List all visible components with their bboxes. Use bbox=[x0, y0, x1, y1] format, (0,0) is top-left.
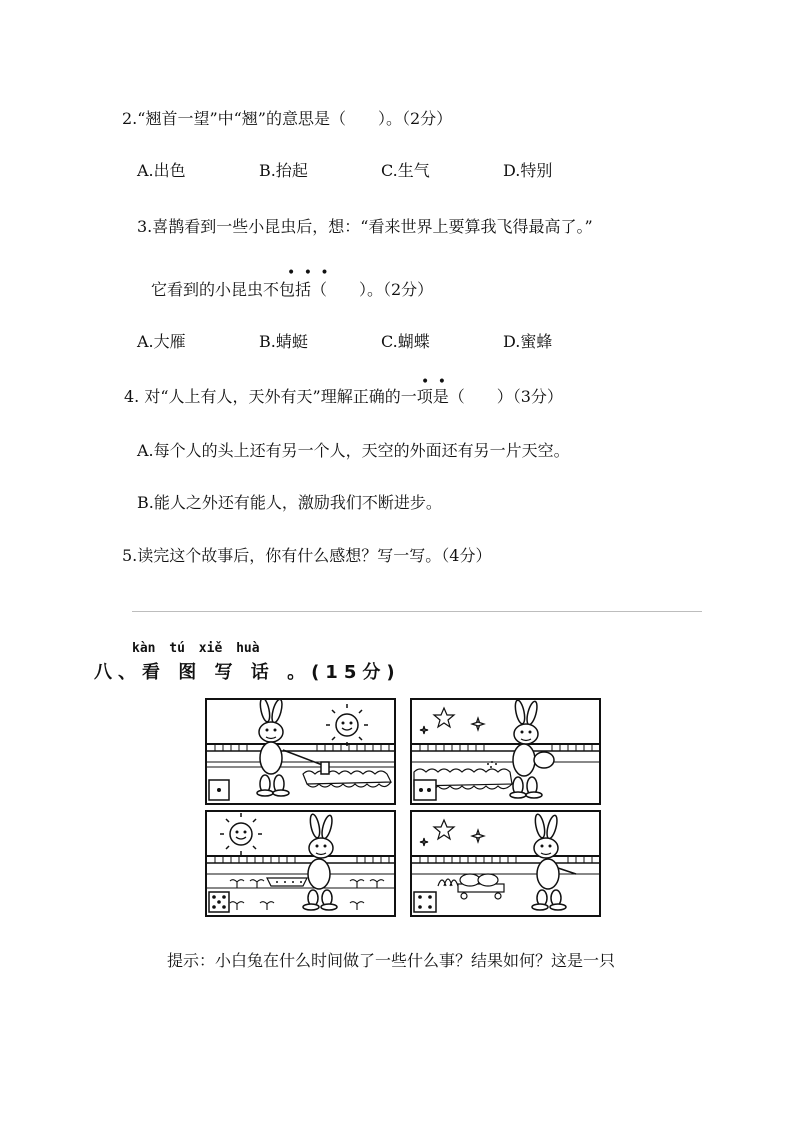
picture-panel-4 bbox=[410, 810, 601, 917]
picture-panel-2 bbox=[410, 698, 601, 805]
stars-icon bbox=[420, 708, 484, 734]
section8-title: 八、看 图 写 话 。(15分) bbox=[94, 662, 401, 683]
q3-option-c: C.蝴蝶 bbox=[381, 332, 430, 351]
q2-option-d: D.特别 bbox=[503, 161, 553, 180]
dice-icon bbox=[209, 780, 229, 800]
q3-stem: 3.喜鹊看到一些小昆虫后，想：“看来世界上要算我飞得最高了。” bbox=[137, 217, 593, 236]
dice-icon bbox=[209, 892, 229, 912]
q3-emphasis-dots: • • • bbox=[287, 265, 331, 281]
rabbit-icon bbox=[510, 700, 554, 798]
dice-icon bbox=[414, 780, 436, 800]
answer-line[interactable] bbox=[132, 611, 702, 612]
stars-icon bbox=[420, 820, 484, 846]
panel-2-illustration bbox=[412, 700, 599, 803]
q5-stem: 5.读完这个故事后，你有什么感想？写一写。（4分） bbox=[122, 546, 492, 565]
sun-icon bbox=[220, 813, 262, 855]
rabbit-icon bbox=[303, 813, 337, 910]
section8-pinyin: kàn tú xiě huà bbox=[132, 641, 260, 656]
dice-icon bbox=[414, 892, 436, 912]
rabbit-icon bbox=[532, 813, 576, 910]
hint-text: 提示：小白兔在什么时间做了一些什么事？结果如何？这是一只 bbox=[167, 951, 616, 970]
q2-option-a: A.出色 bbox=[137, 161, 186, 180]
q3-stem-continued: 它看到的小昆虫不包括（ ）。（2分） bbox=[151, 280, 434, 299]
q4-option-a: A.每个人的头上还有另一个人，天空的外面还有另一片天空。 bbox=[137, 441, 570, 460]
picture-panel-3 bbox=[205, 810, 396, 917]
picture-panel-1 bbox=[205, 698, 396, 805]
q4-emphasis-dots: • • bbox=[421, 374, 448, 390]
q3-option-b: B.蜻蜓 bbox=[259, 332, 308, 351]
q2-stem: 2.“翘首一望”中“翘”的意思是（ ）。（2分） bbox=[122, 109, 453, 128]
panel-3-illustration bbox=[207, 812, 394, 915]
panel-4-illustration bbox=[412, 812, 599, 915]
q3-option-a: A.大雁 bbox=[137, 332, 186, 351]
q4-option-b: B.能人之外还有能人，激励我们不断进步。 bbox=[137, 493, 442, 512]
q2-option-b: B.抬起 bbox=[259, 161, 308, 180]
q4-stem: 4. 对“人上有人，天外有天”理解正确的一项是（ ）（3分） bbox=[124, 387, 563, 406]
sun-icon bbox=[326, 704, 368, 746]
q3-option-d: D.蜜蜂 bbox=[503, 332, 553, 351]
q2-option-c: C.生气 bbox=[381, 161, 430, 180]
panel-1-illustration bbox=[207, 700, 394, 803]
